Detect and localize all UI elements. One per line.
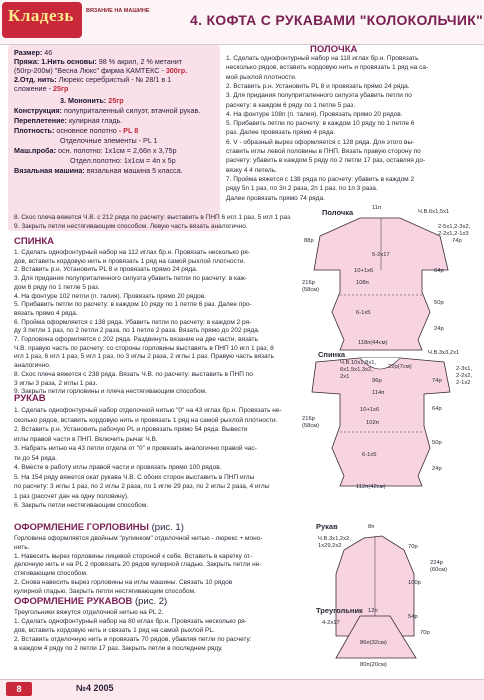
dl-back-3: 88р xyxy=(304,238,314,244)
dl-back-6: 5-2х17 xyxy=(372,252,390,258)
front-line: 4. На фонтуре 102 петли (п. талия). Провязать прямо 20 рядов. xyxy=(14,292,206,300)
front-line: аналогично. xyxy=(14,362,51,370)
diagram-sleeve-title: Рукав xyxy=(316,522,338,531)
front-line: Ч.В. правую часть по расчету: со стороны горловины выставить в ПНП 10 игл 1 раз, 8 xyxy=(14,344,274,352)
back-step-8: 8. Скос плеча вяжется Ч.В. с 212 ряда по расчету: выставить в ПНП 6 игл 1 раз, 5 игл 1 раз. xyxy=(14,214,292,221)
sleeve-line: 1 раз (рассчет дан на одну половину). xyxy=(14,492,129,500)
dl-sleeve-2: 1х29,2х2 xyxy=(318,543,342,549)
info-density2: Отделочные элементы - PL 1 xyxy=(60,136,158,145)
dl-back-15: 118п(44см) xyxy=(358,340,388,346)
dl-front-14: 216р xyxy=(302,416,315,422)
info-size: Размер: 46 xyxy=(14,48,53,57)
dl-back-2: 74р xyxy=(452,238,462,244)
neck-line: 1. Навесить вырез горловины лицевой стороной к себе. Вставить в каретку от- xyxy=(14,552,253,560)
sleeve-line: 3. Набрать нитью на 43 петли отдела от "0" и провязать аналогично правой час- xyxy=(14,445,257,452)
info-construction: Конструкция: полуприталенный силуэт, втачной рукав. xyxy=(14,106,201,115)
dl-front-4: 22р(7см) xyxy=(388,364,412,370)
sleeve-line: ти до 54 ряда. xyxy=(14,454,57,462)
back-line: мой рыхлой плотности. xyxy=(226,73,297,81)
dl-front-5: 96р xyxy=(372,378,382,384)
armhole-line: дов, вставить кордовую нить и связать 1 ряд на самой рыхлой PL. xyxy=(14,627,215,634)
heading-sleeve: РУКАВ xyxy=(14,393,46,404)
dl-sleeve-3: 70р xyxy=(408,544,418,550)
article-title: 4. КОФТА С РУКАВАМИ "КОЛОКОЛЬЧИК" xyxy=(190,12,484,28)
sleeve-line: сколько рядов, вставить кордовую нить и провязать 1 ряд на самой рыхлой плотности. xyxy=(14,416,278,424)
back-line: 1. Сделать однофонтурный набор на 118 иглах бр.н. Провязать xyxy=(226,55,419,62)
back-line: несколько рядов, вставить кордовую нить и провязать 1 ряд на са- xyxy=(226,64,429,72)
dl-front-15: (58см) xyxy=(302,423,320,429)
diagram-front-title: Спинка xyxy=(318,350,346,359)
dl-tri-0: 12п xyxy=(368,608,378,614)
back-line: ряду 5п 1 раз, по 3п 2 раза, 2п 1 раз, по 1п 3 раза. xyxy=(226,185,378,193)
info-yarn3: 3. Мононить: 25гр xyxy=(60,96,124,105)
sleeve-line: 6. Закрыть петли нестягивающим способом. xyxy=(14,502,149,509)
back-line: 7. Пройма вяжется с 138 ряда по расчету: убавить в каждом 2 xyxy=(226,175,415,183)
dl-back-8: 108п xyxy=(356,280,369,286)
dl-front-2: 6х1,5х1,3х2, xyxy=(340,367,373,373)
dl-front-11: 10+1х6 xyxy=(360,407,380,413)
front-line: игл 1 раз, 6 игл 1 раз, 5 игл 1 раз, по 3 иглы 2 раза, 2 иглы 1 раз. Правую часть вязать xyxy=(14,353,274,361)
dl-front-10: 114п xyxy=(372,390,385,396)
dl-back-14: 24р xyxy=(434,326,444,332)
back-line: 2. Вставить р.н. Установить PL 8 и провязать прямо 24 ряда. xyxy=(226,82,410,90)
back-line: раз. Далее провязать прямо 4 ряда. xyxy=(226,129,336,137)
info-weave: Переплетение: кулирная гладь. xyxy=(14,116,123,125)
front-line: ду 3 петли 1 раз, по 2 петли 2 раза, по 1 петле 2 раза. Вязать прямо до 202 ряда. xyxy=(14,327,260,335)
back-line: расчету: убавить в каждом 5 ряду по 2 петли 17 раз, оставляя до- xyxy=(226,157,426,165)
info-pattern2: Отдел.полотно: 1х1см = 4п х 5р xyxy=(70,156,176,165)
back-line: вязку 4 4 петель. xyxy=(226,166,277,174)
dl-sleeve-8: 86п(32см) xyxy=(360,640,387,646)
info-pattern: Маш.проба: осн. полотно: 1х1см = 2,66п х 3,75р xyxy=(14,146,177,155)
diagram-back-title: Полочка xyxy=(322,208,354,217)
info-yarn1: Пряжа: 1.Нить основы: 98 % акрил, 2 % метанит xyxy=(14,57,183,66)
front-line: дов, вставить кордовую нить и провязать 1 ряд на самой рыхлой плотности. xyxy=(14,257,246,265)
dl-sleeve-7: 54р xyxy=(408,614,418,620)
dl-back-5: 2-2х1,2-1х3 xyxy=(438,231,469,237)
dl-tri-1: 4-2х17 xyxy=(322,620,340,626)
dl-sleeve-5: (60см) xyxy=(430,567,448,573)
issue-number: №4 2005 xyxy=(76,683,114,693)
sleeve-line: 2. Вставить р.н. Установить рабочую PL и провязать прямо 54 ряда. Вывести xyxy=(14,426,248,433)
heading-front: СПИНКА xyxy=(14,236,55,247)
dl-back-0: 11п xyxy=(372,205,382,211)
neck-line: нить. xyxy=(14,543,30,551)
heading-neck: ОФОРМЛЕНИЕ ГОРЛОВИНЫ (рис. 1) xyxy=(14,522,184,533)
dl-front-7: 2-3х1, xyxy=(456,366,473,372)
dl-back-1: Ч.В.6х1,5х1 xyxy=(418,209,450,215)
back-line: расчету: в каждом 6 ряду по 1 петле 5 раз. xyxy=(226,101,356,109)
dl-front-13: 6-1х5 xyxy=(362,452,377,458)
armhole-line: в каждом 4 ряду по 2 петли 17 раз. Закрыть петли в последнем ряду. xyxy=(14,645,223,652)
dl-back-4: 2-5х1,2-3х2, xyxy=(438,224,471,230)
front-line: вязать прямо 4 ряда. xyxy=(14,309,78,317)
heading-armhole: ОФОРМЛЕНИЕ РУКАВОВ (рис. 2) xyxy=(14,596,168,607)
front-line: 3. Для придания полуприталенного силуэта убавить петли по расчету: в каж- xyxy=(14,275,248,283)
neck-line: стягивающим способом. xyxy=(14,570,88,578)
logo-subtitle: ВЯЗАНИЕ НА МАШИНЕ xyxy=(86,8,150,14)
back-line: Далее провязать прямо 74 ряда. xyxy=(226,194,325,202)
back-step-9: 9. Закрыть петли нестягивающим способом. Левую часть вязать аналогично. xyxy=(14,223,248,230)
dl-sleeve-0: 8п xyxy=(368,524,375,530)
front-line: 2. Вставить р.н. Установить PL 8 и провязать прямо 24 ряда. xyxy=(14,266,198,274)
dl-front-8: 2-2х2, xyxy=(456,373,473,379)
logo-text: Кладезь xyxy=(8,6,74,25)
dl-sleeve-4: 224р xyxy=(430,560,443,566)
sleeve-line: 5. На 154 ряду вяжется окат рукава Ч.В. С обоих сторон выставить в ПНП иглы xyxy=(14,473,255,481)
page-number: 8 xyxy=(6,682,32,696)
dl-back-13: 50р xyxy=(434,300,444,306)
dl-back-7: 10+1х6 xyxy=(354,268,374,274)
info-yarn1-line2: (50гр-200м) "Весна Люкс" фирма КАМТЕКС - 300гр. xyxy=(14,66,188,75)
heading-back: ПОЛОЧКА xyxy=(310,44,358,55)
dl-tri-3: 80п(20см) xyxy=(360,662,387,668)
dl-front-19: 112п(42см) xyxy=(356,484,386,490)
front-line: дом 6 ряду по 1 петле 5 раз. xyxy=(14,283,100,291)
dl-front-12: 102п xyxy=(366,420,379,426)
sleeve-line: 4. Вместе в работу иглы правой части и провязать прямо 100 рядов. xyxy=(14,464,222,471)
dl-front-9: 2-1х2 xyxy=(456,380,471,386)
front-line: 6. Пройма оформляется с 138 ряда. Убавить петли по расчету: в каждом 2 ря- xyxy=(14,318,252,326)
diagram-triangle-title: Треугольник xyxy=(316,606,363,615)
dl-sleeve-1: Ч.В.3х1,2х2, xyxy=(318,536,351,542)
info-machine: Вязальная машина: вязальная машина 5 класса. xyxy=(14,166,183,175)
dl-front-16: 64р xyxy=(432,406,442,412)
info-yarn2: 2.Отд. нить: Люрекс серебристый - № 28/1 в 1 xyxy=(14,75,172,84)
dl-back-12: 64р xyxy=(434,268,444,274)
back-line: ставить иглы левой половины в ПНП. Вязать правую сторону по xyxy=(226,148,421,155)
front-line: 3 иглы 3 раза, 2 иглы 1 раз. xyxy=(14,379,98,387)
dl-front-6: 74р xyxy=(432,378,442,384)
back-line: 4. На фонтуре 108п (п. талия). Провязать прямо 20 рядов. xyxy=(226,110,403,118)
dl-back-9: 6-1х5 xyxy=(356,310,371,316)
sleeve-line: 1. Сделать однофонтурный набор отделочной нитью "0" на 43 иглах бр.н. Провязать не- xyxy=(14,407,282,414)
dl-front-17: 50р xyxy=(432,440,442,446)
info-density: Плотность: основное полотно - PL 8 xyxy=(14,126,139,135)
back-line: 3. Для придания полуприталенного силуэта убавить петли по xyxy=(226,92,412,100)
dl-front-3: 2х1 xyxy=(340,374,350,380)
dl-back-11: (58см) xyxy=(302,287,320,293)
back-line: 5. Прибавить петли по расчету: в каждом 10 ряду по 1 петле 6 xyxy=(226,120,415,128)
front-line: 8. Скос плеча вяжется с 238 ряда. Вязать Ч.В. по расчету: выставить в ПНП по xyxy=(14,370,253,378)
sleeve-line: по расчету: 3 иглы 1 раз, по 2 иглы 2 раза, по 1 игле 29 раз, по 2 иглы 2 раза, 4 иглы xyxy=(14,483,270,490)
armhole-line: 1. Сделать однофонтурный набор на 80 иглах бр.н. Провязать несколько ря- xyxy=(14,618,247,625)
sleeve-line: иглы правой части в ПНП. Включить рычаг Ч.В. xyxy=(14,435,158,443)
dl-tri-2: 70р xyxy=(420,630,430,636)
dl-front-1: Ч.В.10х1,8х1, xyxy=(340,360,377,366)
info-yarn2-line2: сложение - 25гр xyxy=(14,84,69,93)
front-line: 7. Горловина оформляется с 202 ряда. Раздвинуть вязание на две части, вязать xyxy=(14,336,258,343)
neck-line: делочную нить и на PL 2 провязать 20 рядов кулирной гладью. Закрыть петли не- xyxy=(14,561,262,569)
dl-front-18: 24р xyxy=(432,466,442,472)
front-line: 9. Закрыть петли горловины и плеча нестягивающим способом. xyxy=(14,388,207,396)
neck-line: кулирной гладью. Закрыть петли нестягивающим способом. xyxy=(14,587,196,595)
neck-line: Горловина оформляется двойным "рулинком" отделочной нитью - люрекс + моно- xyxy=(14,535,263,542)
front-line: 1. Сделать однофонтурный набор на 112 иглах бр.н. Провязать несколько ря- xyxy=(14,249,250,256)
neck-line: 2. Снова навесить вырез горловины на иглы машины. Связать 10 рядов xyxy=(14,579,233,586)
page-footer xyxy=(0,679,484,700)
armhole-line: 2. Вставить отделочную нить и провязать 70 рядов, убавляя петли по расчету: xyxy=(14,636,252,643)
front-line: 5. Прибавить петли по расчету: в каждом 10 ряду по 1 петле 6 раз. Далее про- xyxy=(14,301,252,309)
armhole-line: Треугольники вяжутся отделочной нитью на PL 2. xyxy=(14,609,164,616)
dl-sleeve-6: 100р xyxy=(408,580,421,586)
back-line: 6. V - образный вырез оформляется с 128 ряда. Для этого вы- xyxy=(226,138,415,146)
dl-front-0: Ч.В.3х3,2х1 xyxy=(428,350,460,356)
dl-back-10: 216р xyxy=(302,280,315,286)
